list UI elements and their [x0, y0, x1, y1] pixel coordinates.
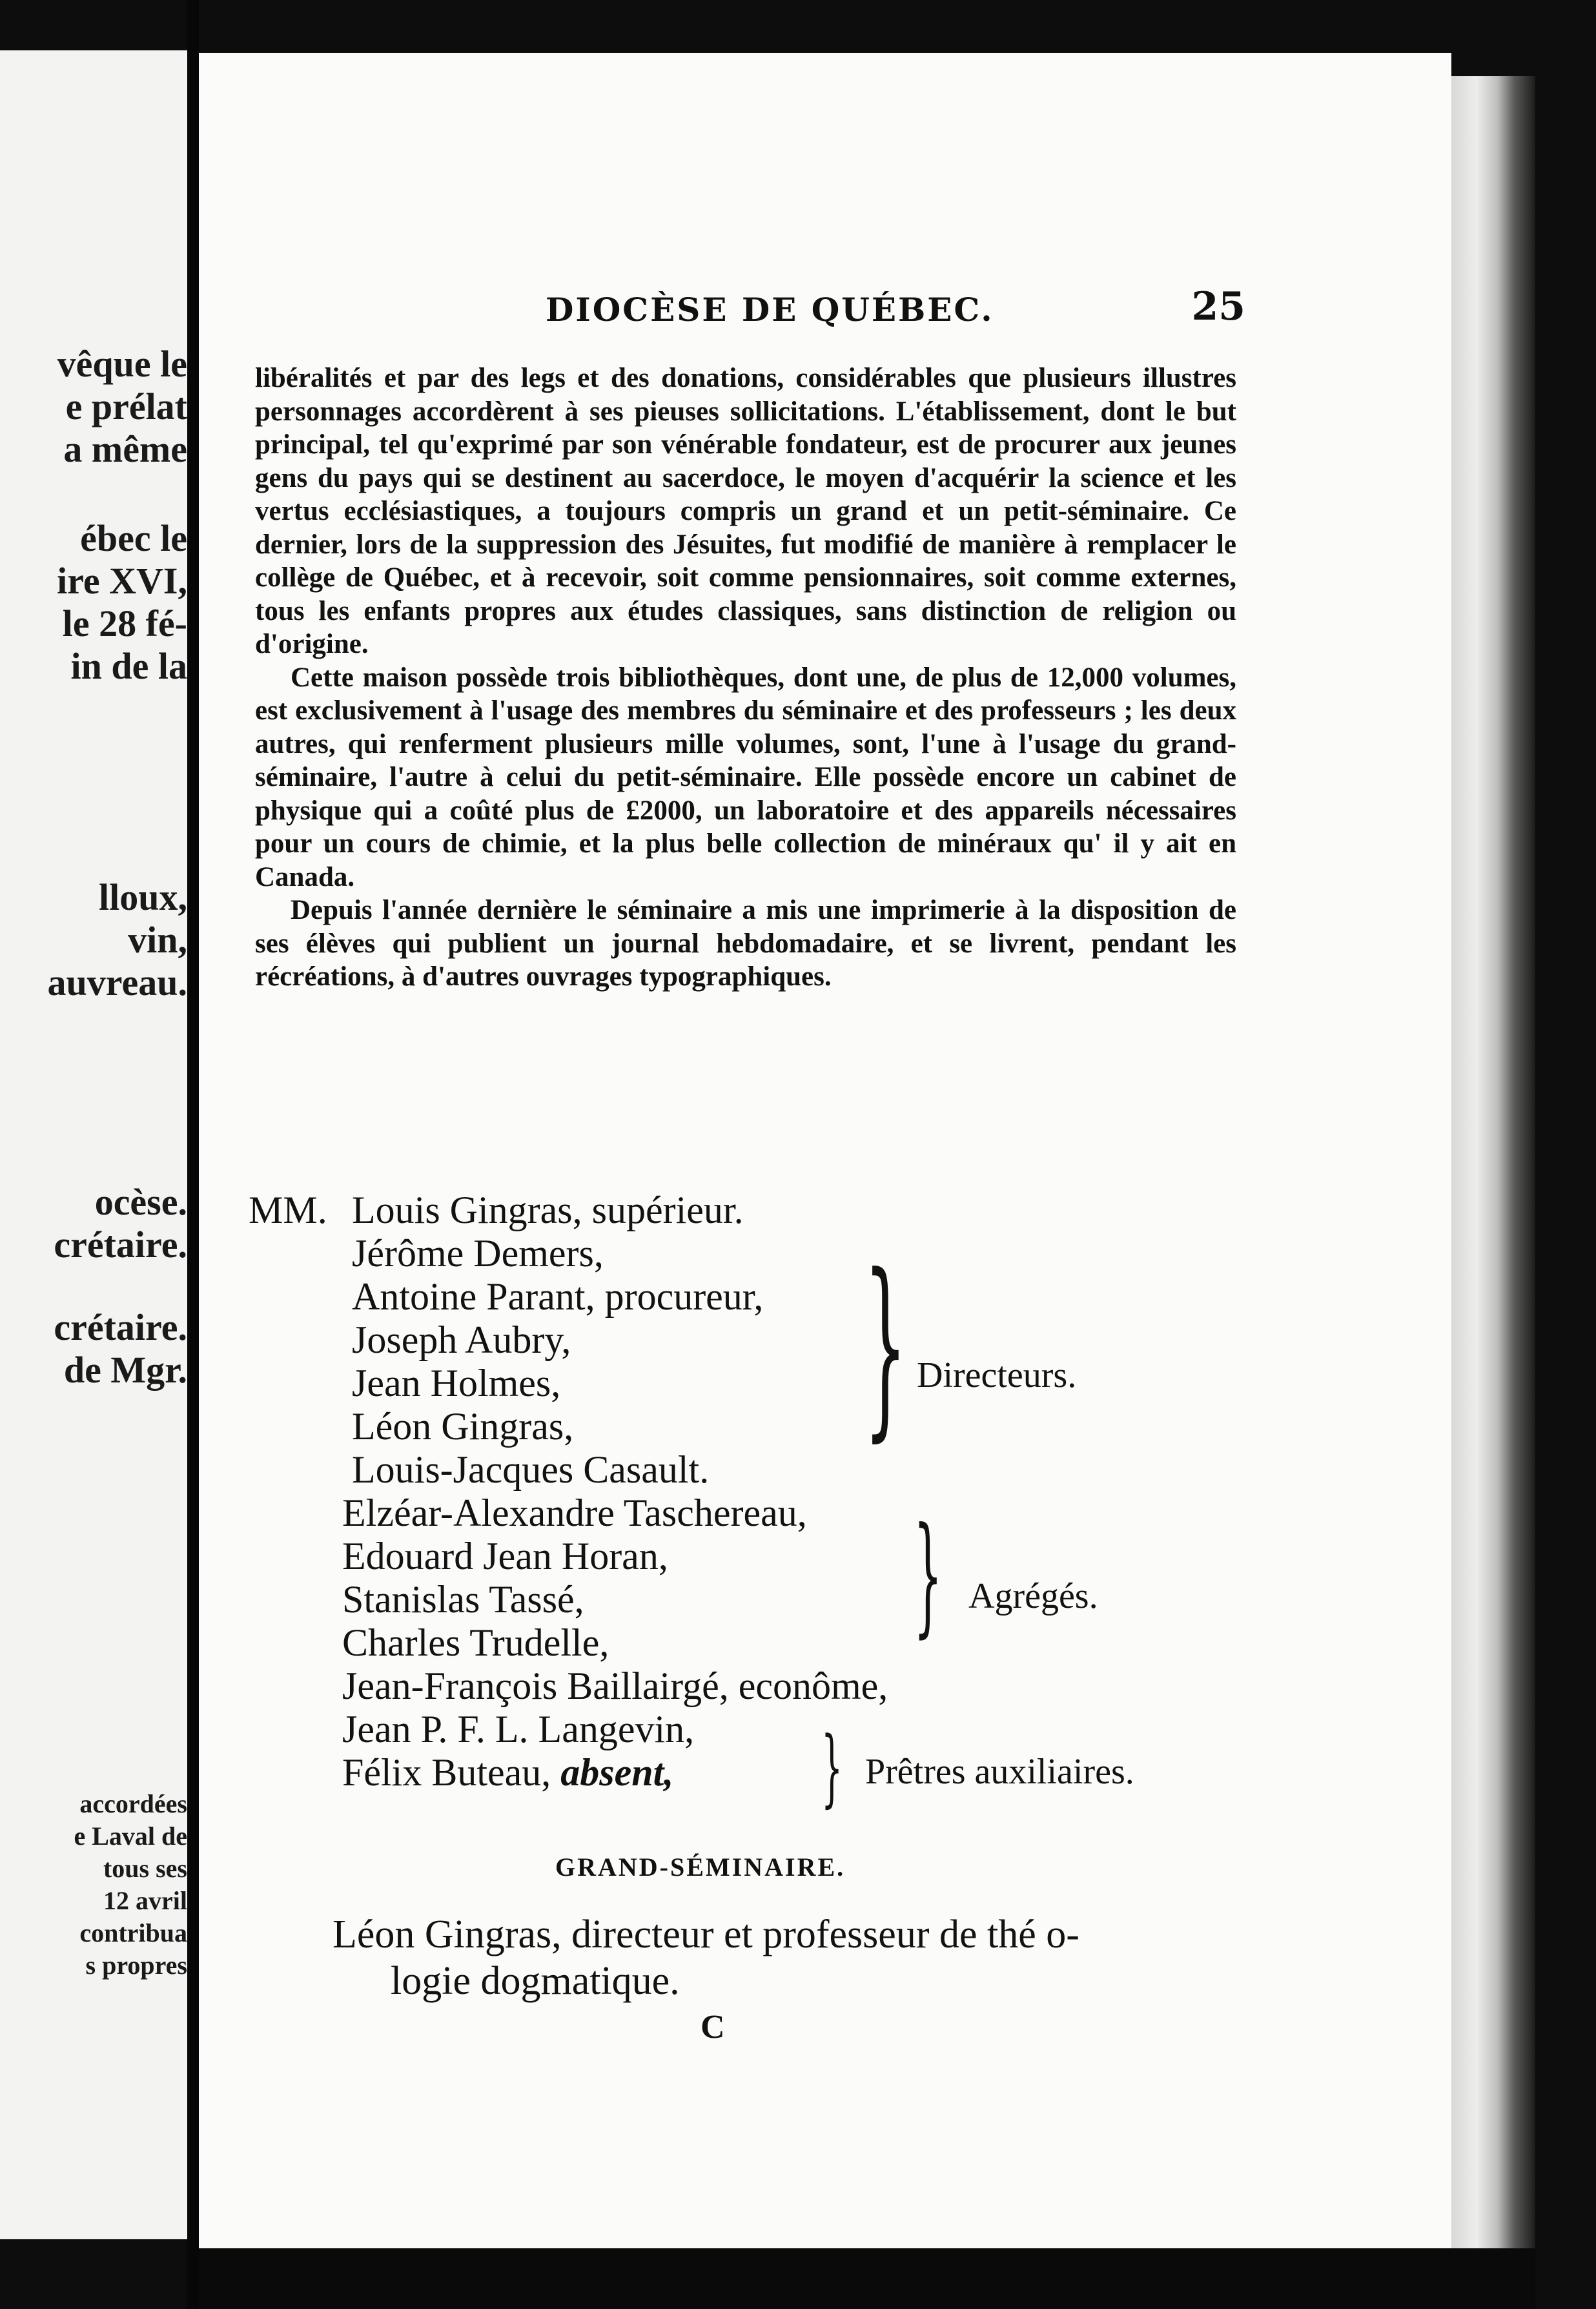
staff-name: Jean P. F. L. Langevin,: [342, 1708, 695, 1750]
entry-line: Léon Gingras, directeur et professeur de thé o-: [332, 1913, 1079, 1956]
book-gutter: [187, 0, 199, 2309]
section-heading: GRAND-SÉMINAIRE.: [555, 1852, 846, 1882]
staff-row: [249, 1231, 1256, 1275]
staff-list: [249, 1188, 1256, 1794]
group-label-directeurs: Directeurs.: [917, 1355, 1077, 1395]
page-edge: [1451, 76, 1535, 2252]
staff-name: Jean Holmes,: [352, 1362, 561, 1404]
left-fragment: crétaire.: [54, 1306, 187, 1348]
staff-name: Jean-François Baillairgé, econôme,: [342, 1665, 888, 1707]
grand-seminaire-entry: [332, 1911, 1249, 2004]
left-fragment: le 28 fé-: [62, 602, 187, 644]
staff-prefix: MM.: [249, 1189, 327, 1231]
left-fragment: tous ses: [103, 1854, 187, 1883]
staff-name: Charles Trudelle,: [342, 1621, 609, 1664]
brace-pretres: }: [821, 1718, 843, 1816]
staff-row: [249, 1188, 1256, 1231]
running-title: DIOCÈSE DE QUÉBEC.: [546, 291, 994, 329]
entry-line: logie dogmatique.: [391, 1959, 680, 2003]
page-number: 25: [1191, 284, 1245, 329]
left-fragment: de Mgr.: [63, 1349, 187, 1391]
left-fragment: in de la: [70, 645, 187, 687]
staff-row: [249, 1404, 1256, 1448]
staff-row: [249, 1275, 1256, 1318]
staff-row: [249, 1664, 1256, 1707]
left-fragment: vin,: [128, 919, 187, 961]
left-fragment: e Laval de: [74, 1822, 187, 1851]
staff-row: [249, 1577, 1256, 1621]
staff-name: Elzéar-Alexandre Taschereau,: [342, 1492, 807, 1534]
staff-name: Louis-Jacques Casault.: [352, 1448, 710, 1491]
group-label-agreges: Agrégés.: [968, 1576, 1098, 1616]
left-fragment: s propres: [85, 1951, 187, 1980]
staff-row: [249, 1491, 1256, 1534]
signature-mark: C: [701, 2009, 725, 2046]
group-label-pretres: Prêtres auxiliaires.: [865, 1752, 1134, 1792]
staff-name: Stanislas Tassé,: [342, 1578, 584, 1621]
staff-row: [249, 1707, 1256, 1750]
left-fragment: auvreau.: [47, 961, 187, 1003]
staff-name: Félix Buteau,: [342, 1751, 551, 1794]
left-page-fragment: [0, 50, 187, 2239]
page-header: [345, 284, 1249, 336]
left-fragment: 12 avril: [103, 1886, 187, 1915]
left-fragment: a même: [63, 428, 187, 470]
body-text: [255, 362, 1236, 994]
left-fragment: ocèse.: [94, 1181, 187, 1223]
staff-name: Léon Gingras,: [352, 1405, 574, 1448]
brace-agreges: }: [914, 1500, 943, 1650]
staff-name-line: [342, 1750, 673, 1795]
paragraph: Depuis l'année dernière le séminaire a mis une imprimerie à la disposition de ses élèves qui publient un journal hebdomadaire, et se livrent, pendant les récréations, à d'autres ouvrages typographiques.: [255, 895, 1236, 992]
staff-note: absent,: [560, 1751, 674, 1794]
bottom-shadow: [199, 2248, 1535, 2309]
staff-row: [249, 1621, 1256, 1664]
staff-name: Joseph Aubry,: [352, 1319, 571, 1361]
paragraph: Cette maison possède trois bibliothèques, dont une, de plus de 12,000 volumes, est exclusivement à l'usage des membres du séminaire et des professeurs ; les deux autres, qui renferment plusieurs mille volumes, sont, l'une à l'usage du grand-séminaire, l'autre à celui du petit-séminaire. Elle possède encore un cabinet de physique qui a coûté plus de £2000, un laboratoire et des appareils nécessaires pour un cours de chimie, et la plus belle collection de minéraux qu' il y ait en Canada.: [255, 662, 1236, 892]
staff-row: [249, 1534, 1256, 1577]
staff-row: [249, 1318, 1256, 1361]
staff-row: [249, 1448, 1256, 1491]
left-fragment: lloux,: [99, 876, 187, 918]
left-fragment: crétaire.: [54, 1224, 187, 1266]
staff-row: [249, 1361, 1256, 1404]
left-fragment: vêque le: [57, 343, 187, 385]
staff-name: Edouard Jean Horan,: [342, 1535, 668, 1577]
left-fragment: e prélat: [65, 385, 187, 427]
staff-name: Louis Gingras, supérieur.: [352, 1189, 744, 1231]
left-fragment: ire XVI,: [57, 560, 187, 602]
left-fragment: ébec le: [80, 517, 187, 559]
left-fragment: accordées: [79, 1789, 187, 1818]
staff-name: Antoine Parant, procureur,: [352, 1275, 764, 1318]
staff-name: Jérôme Demers,: [352, 1232, 604, 1275]
brace-directeurs: }: [864, 1233, 907, 1459]
paragraph: libéralités et par des legs et des donations, considérables que plusieurs illustres personnages accordèrent à ses pieuses sollicitations. L'établissement, dont le but principal, tel qu'exprimé par son vénérable fondateur, est de procurer aux jeunes gens du pays qui se destinent au sacerdoce, le moyen d'acquérir la science et les vertus ecclésiastiques, a toujours compris un grand et un petit-séminaire. Ce dernier, lors de la suppression des Jésuites, fut modifié de manière à remplacer le collège de Québec, et à recevoir, soit comme pensionnaires, soit comme externes, tous les enfants propres aux études classiques, sans distinction de religion ou d'origine.: [255, 363, 1236, 659]
left-fragment: contribua: [79, 1918, 187, 1947]
